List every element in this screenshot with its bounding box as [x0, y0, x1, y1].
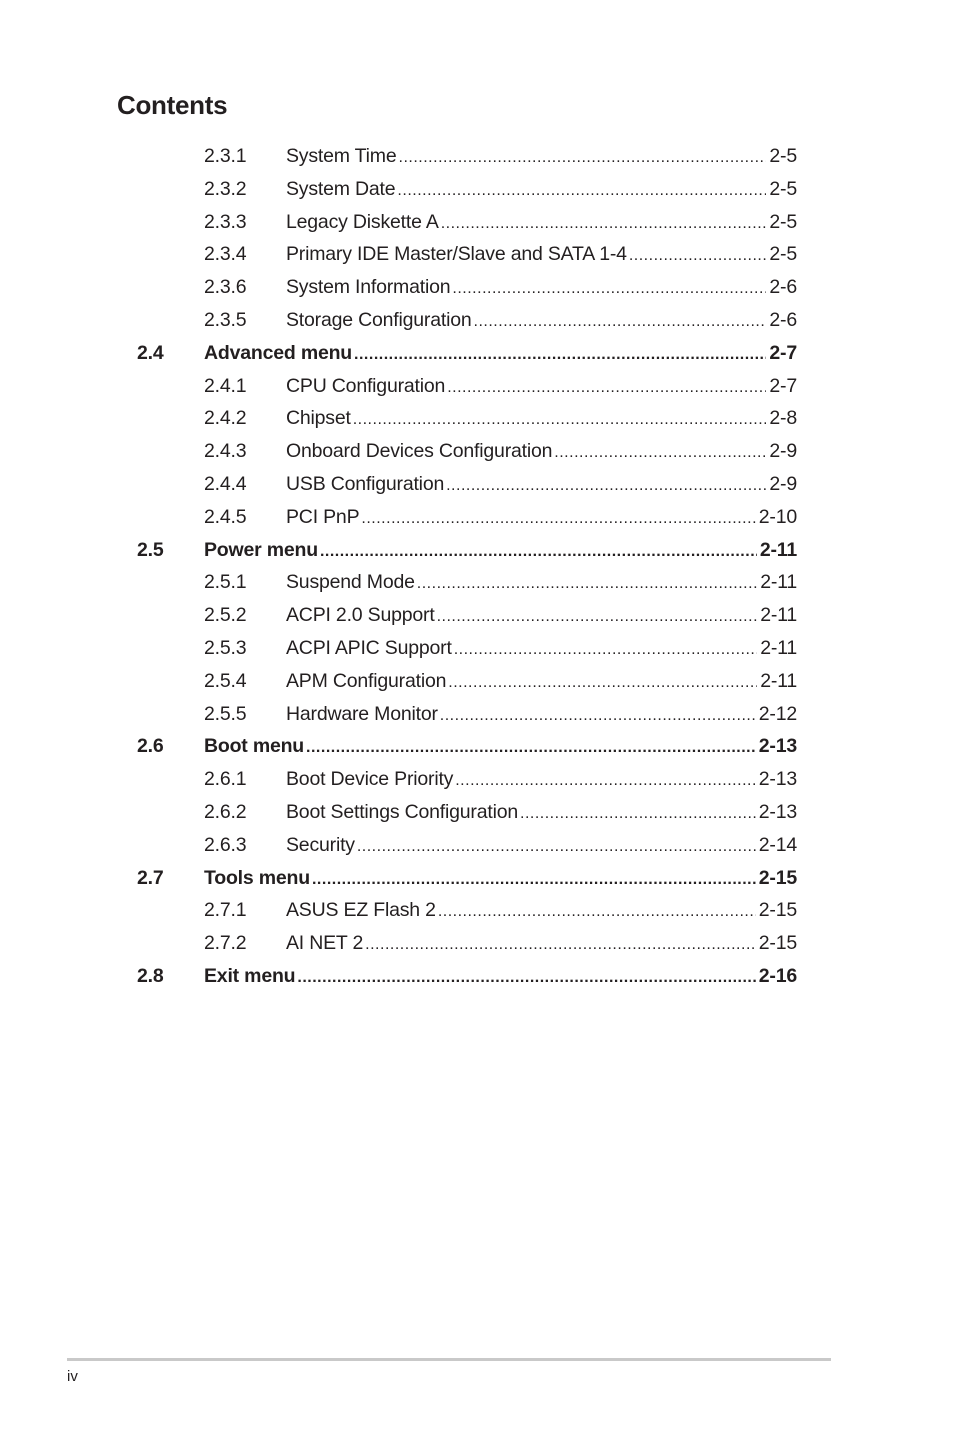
toc-entry-number: 2.3.3: [204, 210, 247, 233]
toc-entry-page: 2-15: [758, 932, 797, 955]
dot-leader: [454, 634, 758, 667]
toc-subsection-entry[interactable]: [0, 238, 954, 271]
toc-section-entry[interactable]: [0, 960, 954, 993]
toc-entry-number: 2.5.4: [204, 669, 247, 692]
page-title: Contents: [117, 90, 228, 120]
toc-entry-line: [204, 337, 797, 372]
toc-entry-line: [286, 468, 797, 503]
toc-subsection-entry[interactable]: [0, 271, 954, 304]
toc-subsection-entry[interactable]: [0, 402, 954, 435]
toc-section-entry[interactable]: [0, 337, 954, 370]
toc-entry-label: Security: [286, 829, 357, 862]
toc-entry-number: 2.3.6: [204, 276, 247, 299]
toc-entry-page: 2-9: [769, 440, 797, 463]
dot-leader: [554, 437, 766, 470]
toc-entry-line: [204, 730, 797, 765]
toc-entry-number: 2.6.2: [204, 800, 247, 823]
dot-leader: [357, 831, 756, 864]
toc-subsection-entry[interactable]: [0, 501, 954, 534]
dot-leader: [438, 896, 756, 929]
dot-leader: [354, 339, 766, 372]
toc-subsection-entry[interactable]: [0, 599, 954, 632]
dot-leader: [312, 864, 756, 897]
toc-entry-number: 2.7.1: [204, 899, 247, 922]
toc-entry-label: System Information: [286, 271, 452, 304]
toc-entry-line: [286, 763, 797, 798]
toc-entry-line: [286, 271, 797, 306]
toc-entry-number: 2.5.5: [204, 702, 247, 725]
toc-entry-number: 2.8: [137, 964, 164, 987]
toc-entry-label: ASUS EZ Flash 2: [286, 894, 438, 927]
toc-section-entry[interactable]: [0, 730, 954, 763]
toc-entry-number: 2.5: [137, 538, 164, 561]
toc-entry-label: Exit menu: [204, 960, 297, 993]
toc-entry-label: Boot Device Priority: [286, 763, 455, 796]
toc-entry-page: 2-5: [769, 177, 797, 200]
toc-entry-line: [286, 632, 797, 667]
toc-entry-page: 2-15: [758, 899, 797, 922]
dot-leader: [306, 732, 756, 765]
toc-entry-page: 2-6: [769, 308, 797, 331]
dot-leader: [448, 667, 757, 700]
toc-entry-line: [286, 829, 797, 864]
toc-entry-line: [286, 698, 797, 733]
toc-entry-page: 2-11: [759, 538, 797, 561]
dot-leader: [361, 503, 755, 536]
toc-subsection-entry[interactable]: [0, 370, 954, 403]
toc-entry-line: [286, 304, 797, 339]
toc-entry-label: CPU Configuration: [286, 370, 447, 403]
toc-entry-label: Legacy Diskette A: [286, 206, 441, 239]
dot-leader: [446, 470, 766, 503]
toc-entry-line: [286, 501, 797, 536]
toc-entry-number: 2.4.2: [204, 407, 247, 430]
toc-entry-number: 2.4.1: [204, 374, 247, 397]
toc-entry-page: 2-13: [758, 735, 797, 758]
toc-entry-number: 2.5.3: [204, 636, 247, 659]
toc-entry-number: 2.3.2: [204, 177, 247, 200]
toc-entry-label: Boot Settings Configuration: [286, 796, 520, 829]
dot-leader: [455, 765, 756, 798]
toc-subsection-entry[interactable]: [0, 468, 954, 501]
dot-leader: [397, 175, 766, 208]
toc-entry-number: 2.7: [137, 866, 164, 889]
toc-subsection-entry[interactable]: [0, 435, 954, 468]
toc-entry-line: [286, 370, 797, 405]
toc-section-entry[interactable]: [0, 534, 954, 567]
toc-entry-label: Onboard Devices Configuration: [286, 435, 554, 468]
toc-entry-line: [286, 566, 797, 601]
toc-entry-number: 2.3.1: [204, 145, 247, 167]
toc-subsection-entry[interactable]: [0, 763, 954, 796]
toc-subsection-entry[interactable]: [0, 173, 954, 206]
toc-entry-page: 2-5: [769, 210, 797, 233]
toc-subsection-entry[interactable]: [0, 140, 954, 173]
toc-entry-line: [286, 894, 797, 929]
footer-divider: [67, 1358, 831, 1361]
toc-entry-line: [286, 665, 797, 700]
dot-leader: [399, 142, 767, 175]
dot-leader: [474, 306, 767, 339]
toc-entry-page: 2-11: [760, 669, 797, 692]
toc-entry-number: 2.6.1: [204, 768, 247, 791]
toc-entry-line: [204, 862, 797, 897]
toc-subsection-entry[interactable]: [0, 632, 954, 665]
toc-entry-label: Storage Configuration: [286, 304, 474, 337]
toc-entry-page: 2-5: [769, 145, 797, 167]
toc-entry-number: 2.7.2: [204, 932, 247, 955]
toc-entry-label: AI NET 2: [286, 927, 365, 960]
toc-entry-page: 2-9: [769, 472, 797, 495]
toc-entry-line: [204, 960, 797, 995]
dot-leader: [365, 929, 756, 962]
toc-entry-line: [286, 402, 797, 437]
toc-entry-page: 2-7: [769, 341, 797, 364]
toc-entry-page: 2-13: [758, 800, 797, 823]
toc-entry-label: System Time: [286, 140, 399, 173]
toc-entry-number: 2.4.4: [204, 472, 247, 495]
page-number: iv: [67, 1368, 78, 1385]
toc-entry-page: 2-11: [760, 571, 797, 594]
toc-entry-line: [286, 435, 797, 470]
toc-entry-number: 2.5.2: [204, 604, 247, 627]
toc-entry-number: 2.6: [137, 735, 164, 758]
toc-entry-label: ACPI 2.0 Support: [286, 599, 437, 632]
dot-leader: [417, 568, 757, 601]
toc-subsection-entry[interactable]: [0, 206, 954, 239]
toc-entry-number: 2.4.5: [204, 505, 247, 528]
dot-leader: [629, 240, 767, 273]
toc-entry-label: APM Configuration: [286, 665, 448, 698]
toc-entry-label: Boot menu: [204, 730, 306, 763]
toc-entry-number: 2.5.1: [204, 571, 247, 594]
table-of-contents: [0, 140, 954, 993]
toc-entry-number: 2.4.3: [204, 440, 247, 463]
toc-entry-line: [286, 140, 797, 175]
dot-leader: [320, 536, 757, 569]
toc-entry-number: 2.6.3: [204, 833, 247, 856]
toc-entry-line: [286, 796, 797, 831]
dot-leader: [452, 273, 766, 306]
toc-entry-page: 2-11: [760, 636, 797, 659]
toc-subsection-entry[interactable]: [0, 796, 954, 829]
toc-entry-number: 2.3.5: [204, 308, 247, 331]
toc-entry-page: 2-15: [758, 866, 797, 889]
toc-entry-page: 2-7: [769, 374, 797, 397]
toc-entry-line: [204, 534, 797, 569]
toc-entry-label: USB Configuration: [286, 468, 446, 501]
toc-entry-number: 2.3.4: [204, 243, 247, 266]
dot-leader: [520, 798, 756, 831]
dot-leader: [441, 208, 767, 241]
toc-entry-page: 2-14: [758, 833, 797, 856]
toc-subsection-entry[interactable]: [0, 566, 954, 599]
toc-entry-line: [286, 206, 797, 241]
toc-entry-line: [286, 173, 797, 208]
toc-entry-label: Tools menu: [204, 862, 312, 895]
toc-entry-label: Hardware Monitor: [286, 698, 440, 731]
toc-subsection-entry[interactable]: [0, 927, 954, 960]
toc-entry-line: [286, 599, 797, 634]
toc-entry-line: [286, 927, 797, 962]
toc-subsection-entry[interactable]: [0, 698, 954, 731]
toc-subsection-entry[interactable]: [0, 665, 954, 698]
toc-entry-line: [286, 238, 797, 273]
dot-leader: [447, 372, 766, 405]
toc-entry-page: 2-10: [758, 505, 797, 528]
toc-entry-page: 2-6: [769, 276, 797, 299]
toc-entry-page: 2-12: [758, 702, 797, 725]
toc-entry-label: System Date: [286, 173, 397, 206]
dot-leader: [437, 601, 758, 634]
toc-section-entry[interactable]: [0, 862, 954, 895]
toc-entry-label: PCI PnP: [286, 501, 361, 534]
toc-subsection-entry[interactable]: [0, 894, 954, 927]
dot-leader: [440, 700, 756, 733]
toc-entry-label: Advanced menu: [204, 337, 354, 370]
toc-subsection-entry[interactable]: [0, 304, 954, 337]
toc-entry-label: Power menu: [204, 534, 320, 567]
toc-subsection-entry[interactable]: [0, 829, 954, 862]
toc-entry-label: ACPI APIC Support: [286, 632, 454, 665]
toc-entry-page: 2-16: [758, 964, 797, 987]
dot-leader: [297, 962, 755, 995]
toc-entry-number: 2.4: [137, 341, 164, 364]
dot-leader: [353, 404, 767, 437]
toc-entry-label: Suspend Mode: [286, 566, 417, 599]
toc-entry-label: Primary IDE Master/Slave and SATA 1-4: [286, 238, 629, 271]
toc-entry-page: 2-5: [769, 243, 797, 266]
toc-entry-label: Chipset: [286, 402, 353, 435]
toc-entry-page: 2-8: [769, 407, 797, 430]
toc-entry-page: 2-13: [758, 768, 797, 791]
toc-entry-page: 2-11: [760, 604, 797, 627]
